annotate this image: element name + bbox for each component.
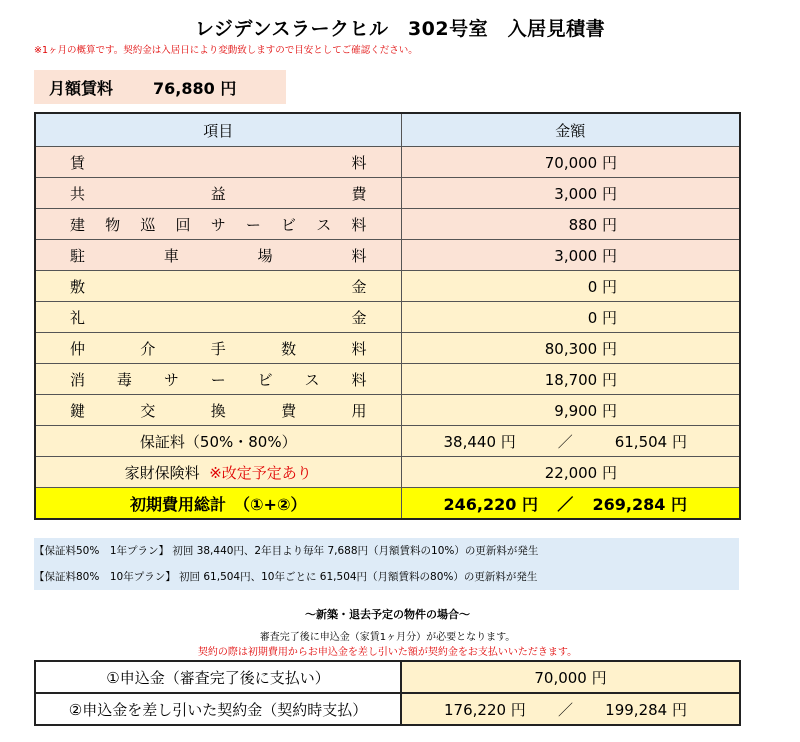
item-label-char: 料	[351, 246, 367, 265]
item-amount: 0 円	[401, 302, 740, 333]
item-label	[36, 276, 401, 297]
item-label-char: 仲	[70, 339, 86, 358]
table-row	[35, 271, 740, 302]
item-label-char: 換	[210, 401, 226, 420]
item-label-char: 車	[163, 246, 179, 265]
item-label-char: 駐	[70, 246, 86, 265]
item-label	[36, 214, 401, 235]
item-label-char: 回	[175, 215, 191, 234]
item-label-char: 敷	[70, 277, 86, 296]
table-row	[35, 333, 740, 364]
guarantee-note-50: 【保証料50% 1年プラン】 初回 38,440円、2年目より毎年 7,688円（月額賃料の10%）の更新料が発生	[34, 545, 539, 557]
item-amount: 9,900 円	[401, 395, 740, 426]
page-title: レジデンスラークヒル 302号室 入居見積書	[194, 18, 606, 40]
item-label-char: 益	[210, 184, 226, 203]
item-label	[36, 307, 401, 328]
item-amount: 3,000 円	[401, 240, 740, 271]
table-row	[35, 240, 740, 271]
table-row	[35, 395, 740, 426]
deposit-label: ①申込金（審査完了後に支払い）	[35, 661, 401, 693]
item-label-char: 物	[105, 215, 121, 234]
item-label-char: 鍵	[70, 401, 86, 420]
table-row	[35, 302, 740, 333]
total-amounts	[402, 492, 740, 515]
insurance-note: ※改定予定あり	[209, 463, 312, 482]
item-label-char: 金	[351, 277, 367, 296]
table-row	[35, 147, 740, 178]
item-label-char: 手	[210, 339, 226, 358]
item-label-char: ー	[210, 370, 226, 389]
payment-table	[34, 660, 741, 726]
monthly-rent-value: 76,880 円	[153, 78, 237, 98]
item-label-char: ー	[245, 215, 261, 234]
monthly-rent-box	[34, 70, 286, 104]
item-label-char: ビ	[257, 370, 273, 389]
item-label-char: 毒	[116, 370, 132, 389]
header-item: 項目	[35, 113, 401, 147]
item-label-char: 料	[351, 370, 367, 389]
guarantee-notes	[34, 538, 739, 590]
item-amount: 18,700 円	[401, 364, 740, 395]
insurance-amount: 22,000 円	[401, 457, 740, 488]
item-amount: 70,000 円	[401, 147, 740, 178]
item-amount: 3,000 円	[401, 178, 740, 209]
item-label-char: ス	[304, 370, 320, 389]
item-label-char: サ	[163, 370, 179, 389]
table-header-row	[35, 113, 740, 147]
monthly-rent-label: 月額賃料	[49, 78, 114, 98]
deposit-row	[35, 661, 740, 693]
contract-amount-80: 199,284 円	[605, 700, 687, 719]
guarantee-amounts	[402, 431, 740, 452]
item-label-char: 賃	[70, 153, 86, 172]
insurance-row	[35, 457, 740, 488]
guarantee-amount-80: 61,504 円	[614, 432, 687, 451]
item-label-char: 介	[140, 339, 156, 358]
contract-amount-50: 176,220 円	[444, 700, 526, 719]
newbuild-title: ～新築・退去予定の物件の場合～	[305, 608, 470, 621]
item-label-char: 金	[351, 308, 367, 327]
item-label-char: 建	[70, 215, 86, 234]
insurance-label: 家財保険料	[124, 463, 200, 482]
item-label-char: 共	[70, 184, 86, 203]
total-row	[35, 488, 740, 520]
item-amount: 0 円	[401, 271, 740, 302]
total-amount-80: 269,284 円	[592, 494, 687, 514]
estimate-table	[34, 112, 741, 520]
item-amount: 80,300 円	[401, 333, 740, 364]
item-label-char: 礼	[70, 308, 86, 327]
item-label	[36, 369, 401, 390]
contract-amounts	[402, 699, 739, 720]
item-label-char: ス	[316, 215, 332, 234]
item-label-char: 巡	[140, 215, 156, 234]
table-row	[35, 364, 740, 395]
total-sep: ／	[557, 494, 574, 514]
item-label-char: 料	[351, 339, 367, 358]
newbuild-line2: 契約の際は初期費用からお申込金を差し引いた額が契約金をお支払いいただきます。	[197, 647, 578, 658]
item-label-char: 費	[351, 184, 367, 203]
item-label-char: ビ	[281, 215, 297, 234]
newbuild-line1: 審査完了後に申込金（家賃1ヶ月分）が必要となります。	[259, 632, 516, 643]
guarantee-row	[35, 426, 740, 457]
table-row	[35, 209, 740, 240]
contract-row	[35, 693, 740, 725]
item-label-char: サ	[210, 215, 226, 234]
guarantee-amount-50: 38,440 円	[443, 432, 516, 451]
item-label-char: 交	[140, 401, 156, 420]
deposit-amount: 70,000 円	[401, 661, 740, 693]
item-label-char: 数	[281, 339, 297, 358]
item-label-char: 消	[70, 370, 86, 389]
item-label-char: 料	[351, 153, 367, 172]
total-amount-50: 246,220 円	[443, 494, 538, 514]
item-label-char: 用	[351, 401, 367, 420]
item-label-char: 料	[351, 215, 367, 234]
estimate-note: ※1ヶ月の概算です。契約金は入居日により変動致しますので目安としてご確認ください。	[34, 45, 418, 56]
item-label-char: 費	[281, 401, 297, 420]
item-label	[36, 152, 401, 173]
table-row	[35, 178, 740, 209]
guarantee-label: 保証料（50%・80%）	[35, 426, 401, 457]
header-amount: 金額	[401, 113, 740, 147]
guarantee-sep: ／	[557, 432, 573, 451]
item-amount: 880 円	[401, 209, 740, 240]
item-label	[36, 245, 401, 266]
guarantee-note-80: 【保証料80% 10年プラン】 初回 61,504円、10年ごとに 61,504円（月額賃料の80%）の更新料が発生	[34, 571, 538, 583]
item-label	[36, 183, 401, 204]
total-label: 初期費用総計 （①+②）	[35, 488, 401, 520]
contract-label: ②申込金を差し引いた契約金（契約時支払）	[35, 693, 401, 725]
item-label	[36, 400, 401, 421]
contract-sep: ／	[557, 700, 573, 719]
item-label-char: 場	[257, 246, 273, 265]
item-label	[36, 338, 401, 359]
